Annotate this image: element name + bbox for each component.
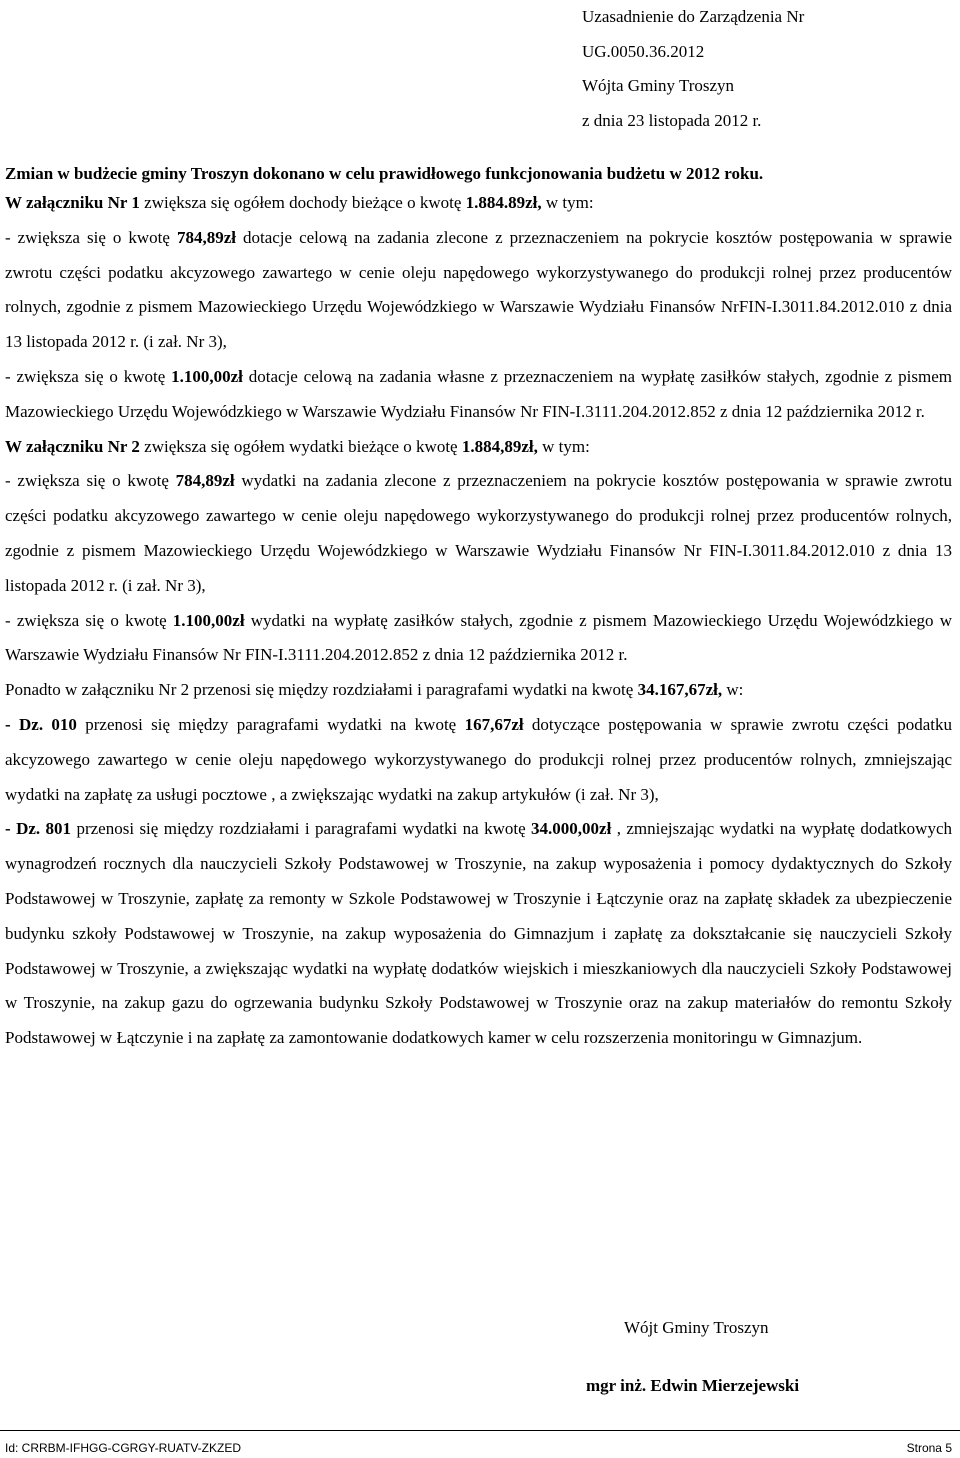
document-header xyxy=(582,0,804,138)
intro-paragraph xyxy=(5,161,952,186)
expense-item-2: - zwiększa się o kwotę 1.100,00zł wydatki na wypłatę zasiłków stałych, zgodnie z pismem Mazowieckiego Urzędu Wojewódzkiego w Warszawie Wydziału Finansów Nr FIN-I.3111.204.2012.852 z dnia 12 października 2012 r. xyxy=(5,610,952,665)
transfer-dz-010: - Dz. 010 przenosi się między paragrafami wydatki na kwotę 167,67zł dotyczące postępowania w sprawie zwrotu części podatku akcyzowego zawartego w cenie oleju napędowego wykorzystywanego do produkcji rolnej przez producentów rolnych, zmniejszając wydatki na zapłatę za usługi pocztowe , a zwiększając wydatki na zakup artykułów (i zał. Nr 3), xyxy=(5,714,952,804)
transfer-summary: Ponadto w załączniku Nr 2 przenosi się między rozdziałami i paragrafami wydatki na kwotę 34.167,67zł, w: xyxy=(5,680,744,700)
income-item-2: - zwiększa się o kwotę 1.100,00zł dotacje celową na zadania własne z przeznaczeniem na wypłatę zasiłków stałych, zgodnie z pismem Mazowieckiego Urzędu Wojewódzkiego w Warszawie Wydziału Finansów Nr FIN-I.3111.204.2012.852 z dnia 12 października 2012 r. xyxy=(5,366,953,421)
amount: 1.100,00zł xyxy=(172,610,245,630)
income-item-1: - zwiększa się o kwotę 784,89zł dotacje celową na zadania zlecone z przeznaczeniem na pokrycie kosztów postępowania w sprawie zwrotu części podatku akcyzowego zawartego w cenie oleju napędowego wykorzystywanego do produkcji rolnej przez producentów rolnych, zgodnie z pismem Mazowieckiego Urzędu Wojewódzkiego w Warszawie Wydziału Finansów NrFIN-I.3011.84.2012.010 z dnia 13 listopada 2012 r. (i zał. Nr 3), xyxy=(5,227,952,352)
document-id: Id: CRRBM-IFHGG-CGRGY-RUATV-ZKZED xyxy=(5,1441,242,1455)
amount: 784,89zł xyxy=(176,227,236,247)
amount: 1.100,00zł xyxy=(171,366,243,386)
signatory-role: Wójt Gminy Troszyn xyxy=(624,1318,769,1337)
expense-item-1: - zwiększa się o kwotę 784,89zł wydatki na zadania zlecone z przeznaczeniem na pokrycie kosztów postępowania w sprawie zwrotu części podatku akcyzowego zawartego w cenie oleju napędowego wykorzystywanego do produkcji rolnej przez producentów rolnych, zgodnie z pismem Mazowieckiego Urzędu Wojewódzkiego w Warszawie Wydziału Finansów Nr FIN-I.3011.84.2012.010 z dnia 13 listopada 2012 r. (i zał. Nr 3), xyxy=(5,471,952,595)
section-code: - Dz. 801 xyxy=(5,819,72,839)
page-number: Strona 5 xyxy=(906,1441,952,1455)
amount: 784,89zł xyxy=(175,471,235,491)
transfer-dz-801: - Dz. 801 przenosi się między rozdziałami i paragrafami wydatki na kwotę 34.000,00zł , zmniejszając wydatki na wypłatę dodatkowych wynagrodzeń rocznych dla nauczycieli Szkoły Podstawowej w Troszynie, na zakup wyposażenia i pomocy dydaktycznych do Szkoły Podstawowej w Troszynie, zapłatę za remonty w Szkole Podstawowej w Troszynie i Łątczynie oraz na zapłatę składek za ubezpieczenie budynku szkoły Podstawowej w Troszynie, na zakup wyposażenia do Gimnazjum i zapłatę za dokształcanie się nauczycieli Szkoły Podstawowej w Troszynie, a zwiększając wydatki na wypłatę dodatków wiejskich i mieszkaniowych dla nauczycieli Szkoły Podstawowej w Troszynie, na zakup gazu do ogrzewania budynku Szkoły Podstawowej w Troszynie oraz na zakup materiałów do remontu Szkoły Podstawowej w Łątczynie i na zapłatę za zamontowanie dodatkowych kamer w celu rozszerzenia monitoringu w Gimnazjum. xyxy=(5,819,953,1048)
header-number: UG.0050.36.2012 xyxy=(582,41,705,61)
attachment-2-heading: W załączniku Nr 2 zwiększa się ogółem wydatki bieżące o kwotę 1.884,89zł, w tym: xyxy=(5,436,590,456)
header-title: Uzasadnienie do Zarządzenia Nr xyxy=(582,7,805,26)
section-code: - Dz. 010 xyxy=(5,714,77,734)
header-authority: Wójta Gminy Troszyn xyxy=(582,76,735,96)
amount: 34.167,67zł, xyxy=(637,680,723,700)
signatory-name: mgr inż. Edwin Mierzejewski xyxy=(586,1376,800,1395)
attachment-1-heading: W załączniku Nr 1 zwiększa się ogółem dochody bieżące o kwotę 1.884.89zł, w tym: xyxy=(5,193,594,212)
footer-divider xyxy=(0,1430,960,1431)
page-footer xyxy=(5,1441,952,1455)
amount: 167,67zł xyxy=(464,714,524,734)
intro-text: Zmian w budżecie gminy Troszyn dokonano w celu prawidłowego funkcjonowania budżetu w 2012 roku. xyxy=(5,164,764,183)
document-body xyxy=(5,161,952,1056)
signature-block xyxy=(586,1318,799,1396)
header-date: z dnia 23 listopada 2012 r. xyxy=(582,110,762,130)
amount: 34.000,00zł xyxy=(531,819,612,839)
